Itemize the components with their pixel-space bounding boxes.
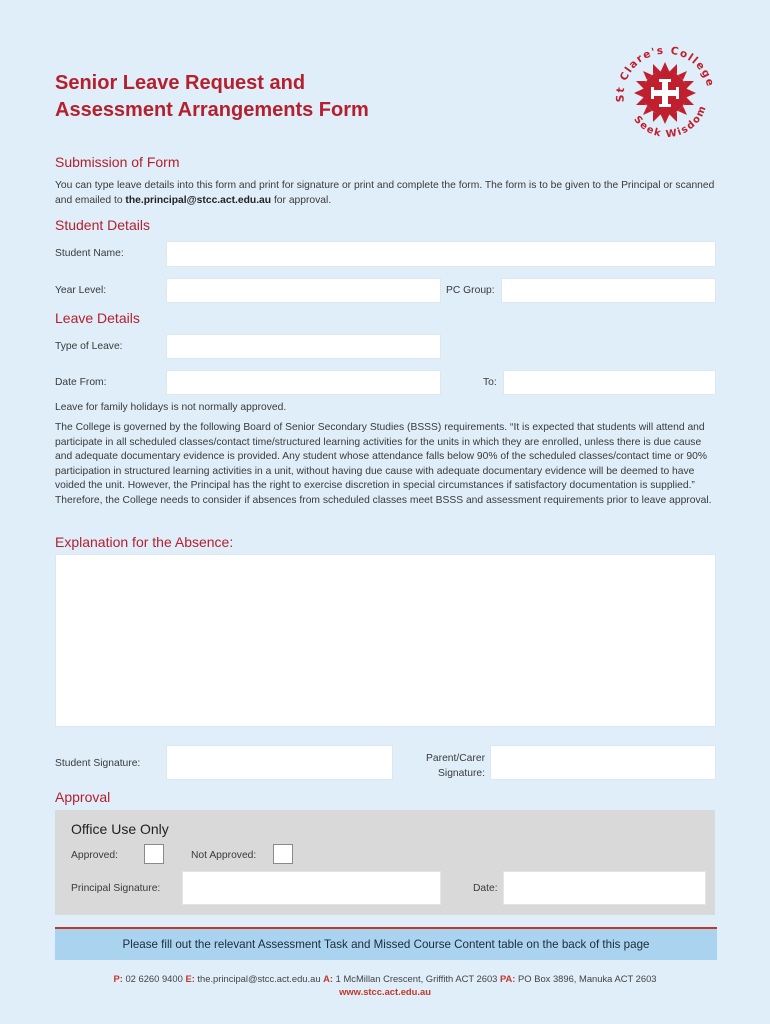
year-level-field[interactable] [166, 278, 441, 303]
footer-address: 1 McMillan Crescent, Griffith ACT 2603 [335, 973, 498, 984]
student-details-heading: Student Details [55, 217, 150, 233]
footer-contact [0, 973, 770, 984]
approval-date-field[interactable] [503, 871, 706, 905]
submission-text-after: for approval. [271, 194, 332, 206]
date-from-field[interactable] [166, 370, 441, 395]
footer-phone-key: P: [113, 973, 123, 984]
principal-signature-label: Principal Signature: [71, 883, 161, 894]
footer-website-link[interactable]: www.stcc.act.edu.au [339, 986, 431, 997]
approval-heading: Approval [55, 789, 111, 805]
bsss-governance-text: The College is governed by the following Board of Senior Secondary Studies (BSSS) requirements. “It is expected that students will attend and participate in all scheduled classes/contact time/structured learning activities for the units in which they are enrolled, unless there is due cause and adequate documentary evidence is provided. Any student whose attendance falls below 90% of the scheduled classes/contact time or 90% participation in structured learning activities in a unit, without having due cause with adequate documentary evidence will be deemed to have voided the unit. However, the Principal has the right to exercise discretion in special circumstances if satisfactory documentation is supplied.” Therefore, the College needs to consider if absences from scheduled classes meet BSSS and assessment requirements prior to leave approval. [55, 422, 712, 506]
office-use-title: Office Use Only [71, 821, 169, 837]
parent-signature-field[interactable] [490, 745, 716, 780]
logo-arc-top: St Clare's College [614, 44, 717, 103]
office-use-panel [55, 810, 715, 915]
leave-note: Leave for family holidays is not normally approved. [55, 402, 287, 413]
submission-text-before: You can type leave details into this form and print for signature or print and complete the form. The form is to be given to the Principal or scanned and emailed to [55, 180, 715, 206]
college-seal-icon [610, 40, 720, 150]
parent-signature-label [395, 751, 485, 781]
parent-signature-label-line1: Parent/Carer [426, 753, 485, 764]
submission-text [55, 179, 720, 208]
student-name-field[interactable] [166, 241, 716, 267]
footer-website-row [0, 986, 770, 997]
explanation-heading: Explanation for the Absence: [55, 534, 234, 550]
type-of-leave-label: Type of Leave: [55, 341, 123, 352]
approved-checkbox[interactable] [144, 844, 164, 864]
page-title-line2: Assessment Arrangements Form [55, 99, 369, 121]
submission-heading: Submission of Form [55, 154, 180, 170]
footer-address-key: A: [323, 973, 334, 984]
pc-group-label: PC Group: [446, 285, 495, 296]
principal-signature-field[interactable] [182, 871, 441, 905]
parent-signature-label-line2: Signature: [438, 768, 485, 779]
back-page-banner: Please fill out the relevant Assessment Task and Missed Course Content table on the back of this page [55, 927, 717, 960]
not-approved-label: Not Approved: [191, 850, 257, 861]
date-to-label: To: [483, 377, 497, 388]
logo-arc-bottom: Seek Wisdom [631, 103, 710, 141]
page-title [55, 70, 515, 124]
pc-group-field[interactable] [501, 278, 716, 303]
leave-details-heading: Leave Details [55, 310, 140, 326]
year-level-label: Year Level: [55, 285, 107, 296]
explanation-field[interactable] [55, 554, 716, 727]
footer-email: the.principal@stcc.act.edu.au [197, 973, 321, 984]
college-logo [610, 40, 720, 150]
date-label: Date: [473, 883, 498, 894]
principal-email: the.principal@stcc.act.edu.au [125, 194, 272, 206]
footer-email-key: E: [185, 973, 195, 984]
approved-label: Approved: [71, 850, 118, 861]
date-from-label: Date From: [55, 377, 107, 388]
footer-postal: PO Box 3896, Manuka ACT 2603 [518, 973, 657, 984]
student-name-label: Student Name: [55, 248, 124, 259]
date-to-field[interactable] [503, 370, 716, 395]
student-signature-field[interactable] [166, 745, 393, 780]
student-signature-label: Student Signature: [55, 758, 141, 769]
page-title-line1: Senior Leave Request and [55, 72, 306, 94]
not-approved-checkbox[interactable] [273, 844, 293, 864]
footer-phone: 02 6260 9400 [125, 973, 183, 984]
type-of-leave-field[interactable] [166, 334, 441, 359]
footer-postal-key: PA: [499, 973, 516, 984]
